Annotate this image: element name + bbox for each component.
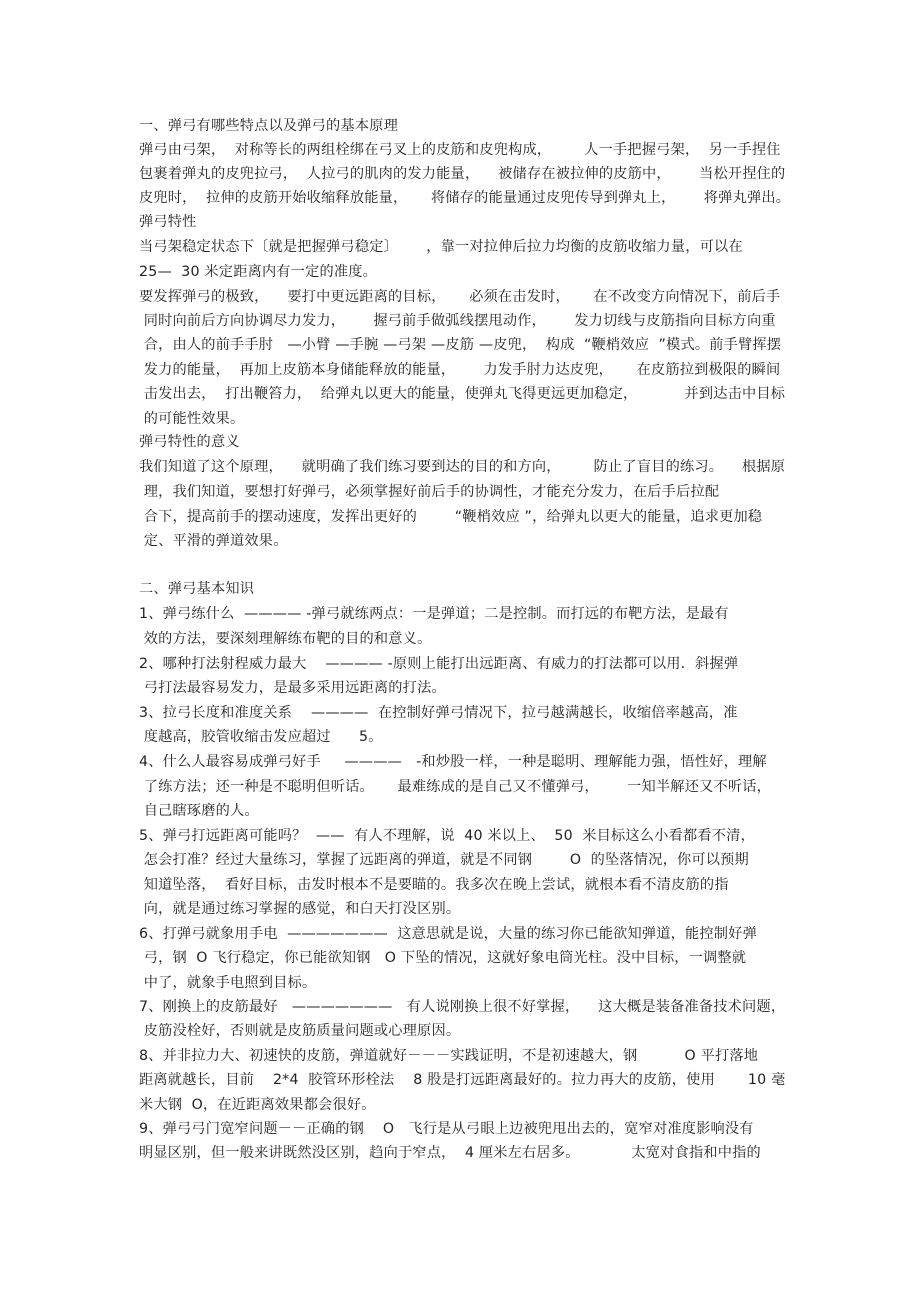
list-item: 了练方法；还一种是不聪明但听话。 最难练成的是自己又不懂弹弓， 一知半解还又不听话， <box>139 779 772 795</box>
section-heading: 二、弹弓基本知识 <box>139 581 255 597</box>
subheading: 弹弓特性的意义 <box>139 434 240 450</box>
list-item: 3、拉弓长度和准度关系 ———— 在控制好弹弓情况下，拉弓越满越长，收缩倍率越高，准 <box>139 705 738 721</box>
subheading: 弹弓特性 <box>139 214 197 230</box>
list-item: 6、打弹弓就象用手电 ——————— 这意思就是说，大量的练习你已能欲知弹道，能控制好弹 <box>139 926 757 942</box>
list-item: 4、什么人最容易成弹弓好手 ———— -和炒股一样，一种是聪明、理解能力强，悟性好，理解 <box>139 754 767 770</box>
list-item: 1、弹弓练什么 ———— -弹弓就练两点：一是弹道；二是控制。而打远的布靶方法，是最有 <box>139 606 729 622</box>
list-item: 米大钢 O，在近距离效果都会很好。 <box>139 1097 376 1113</box>
paragraph-line: 发力的能量， 再加上皮筋本身储能释放的能量， 力发手肘力达皮兜， 在皮筋拉到极限的瞬间 <box>139 362 781 378</box>
list-item: 距离就越长，目前 2*4 胶管环形栓法 8 股是打远距离最好的。拉力再大的皮筋，使用 10 毫 <box>139 1072 786 1088</box>
list-item: 8、并非拉力大、初速快的皮筋，弹道就好－－－实践证明，不是初速越大，钢 O 平打落地 <box>139 1048 759 1064</box>
list-item: 9、弹弓弓门宽窄问题－－正确的钢 O 飞行是从弓眼上边被兜甩出去的，宽窄对准度影响没有 <box>139 1121 754 1137</box>
paragraph-line: 我们知道了这个原理， 就明确了我们练习要到达的目的和方向， 防止了盲目的练习。 根据原 <box>139 459 786 475</box>
paragraph-line: 同时向前后方向协调尽力发力， 握弓前手做弧线摆甩动作， 发力切线与皮筋指向目标方向重 <box>139 313 776 329</box>
paragraph-line: 击发出去， 打出鞭笞力， 给弹丸以更大的能量，使弹丸飞得更远更加稳定， 并到达击中目标 <box>139 386 786 402</box>
paragraph-line: 25— 30 米定距离内有一定的准度。 <box>139 264 378 280</box>
list-item: 弓打法最容易发力，是最多采用远距离的打法。 <box>139 680 446 696</box>
paragraph-line: 的可能性效果。 <box>139 411 245 427</box>
paragraph-line: 合下，提高前手的摆动速度，发挥出更好的 “鞭梢效应 ”，给弹丸以更大的能量，追求更加稳 <box>139 509 763 525</box>
paragraph-line: 要发挥弹弓的极致， 要打中更远距离的目标， 必须在击发时， 在不改变方向情况下，前后手 <box>139 289 781 305</box>
list-item: 皮筋没栓好，否则就是皮筋质量问题或心理原因。 <box>139 1023 461 1039</box>
list-item: 5、弹弓打远距离可能吗？ —— 有人不理解，说 40 米以上、 50 米目标这么小看都看不清， <box>139 828 755 844</box>
paragraph-line: 当弓架稳定状态下〔就是把握弹弓稳定〕 ，靠一对拉伸后拉力均衡的皮筋收缩力量，可以在 <box>139 239 743 255</box>
paragraph-line: 皮兜时， 拉伸的皮筋开始收缩释放能量， 将储存的能量通过皮兜传导到弹丸上， 将弹丸弹出。 <box>139 190 791 206</box>
list-item: 中了，就象手电照到目标。 <box>139 975 317 991</box>
list-item: 效的方法，要深刻理解练布靶的目的和意义。 <box>139 631 432 647</box>
section-heading: 一、弹弓有哪些特点以及弹弓的基本原理 <box>139 118 398 134</box>
list-item: 自己瞎琢磨的人。 <box>139 803 259 819</box>
list-item: 怎会打准？经过大量练习，掌握了远距离的弹道，就是不同钢 O 的坠落情况，你可以预期 <box>139 852 749 868</box>
list-item: 7、刚换上的皮筋最好 ——————— 有人说刚换上很不好掌握， 这大概是装备准备技术问题， <box>139 999 786 1015</box>
list-item: 向，就是通过练习掌握的感觉，和白天打没区别。 <box>139 901 461 917</box>
paragraph-line: 包裹着弹丸的皮兜拉弓， 人拉弓的肌肉的发力能量， 被储存在被拉伸的皮筋中， 当松开捏住的 <box>139 166 786 182</box>
paragraph-line: 理，我们知道，要想打好弹弓，必须掌握好前后手的协调性，才能充分发力，在后手后拉配 <box>139 484 720 500</box>
list-item: 明显区别，但一般来讲既然没区别，趋向于窄点， 4 厘米左右居多。 太宽对食指和中指的 <box>139 1145 761 1161</box>
paragraph-line: 定、平滑的弹道效果。 <box>139 533 288 549</box>
list-item: 度越高，胶管收缩击发应超过 5。 <box>139 729 383 745</box>
list-item: 2、哪种打法射程威力最大 ———— -原则上能打出远距离、有威力的打法都可以用．斜握弹 <box>139 656 739 672</box>
paragraph-line: 弹弓由弓架， 对称等长的两组栓绑在弓叉上的皮筋和皮兜构成， 人一手把握弓架， 另一手捏住 <box>139 142 781 158</box>
paragraph-line: 合，由人的前手手肘 —小臂 —手腕 —弓架 —皮筋 —皮兜， 构成 “鞭梢效应 ”模式。前手臂挥摆 <box>139 337 782 353</box>
list-item: 知道坠落， 看好目标，击发时根本不是要瞄的。我多次在晚上尝试，就根本看不清皮筋的指 <box>139 877 729 893</box>
list-item: 弓，钢 O 飞行稳定，你已能欲知钢 O 下坠的情况，这就好象电筒光柱。没中目标，一调整就 <box>139 950 747 966</box>
